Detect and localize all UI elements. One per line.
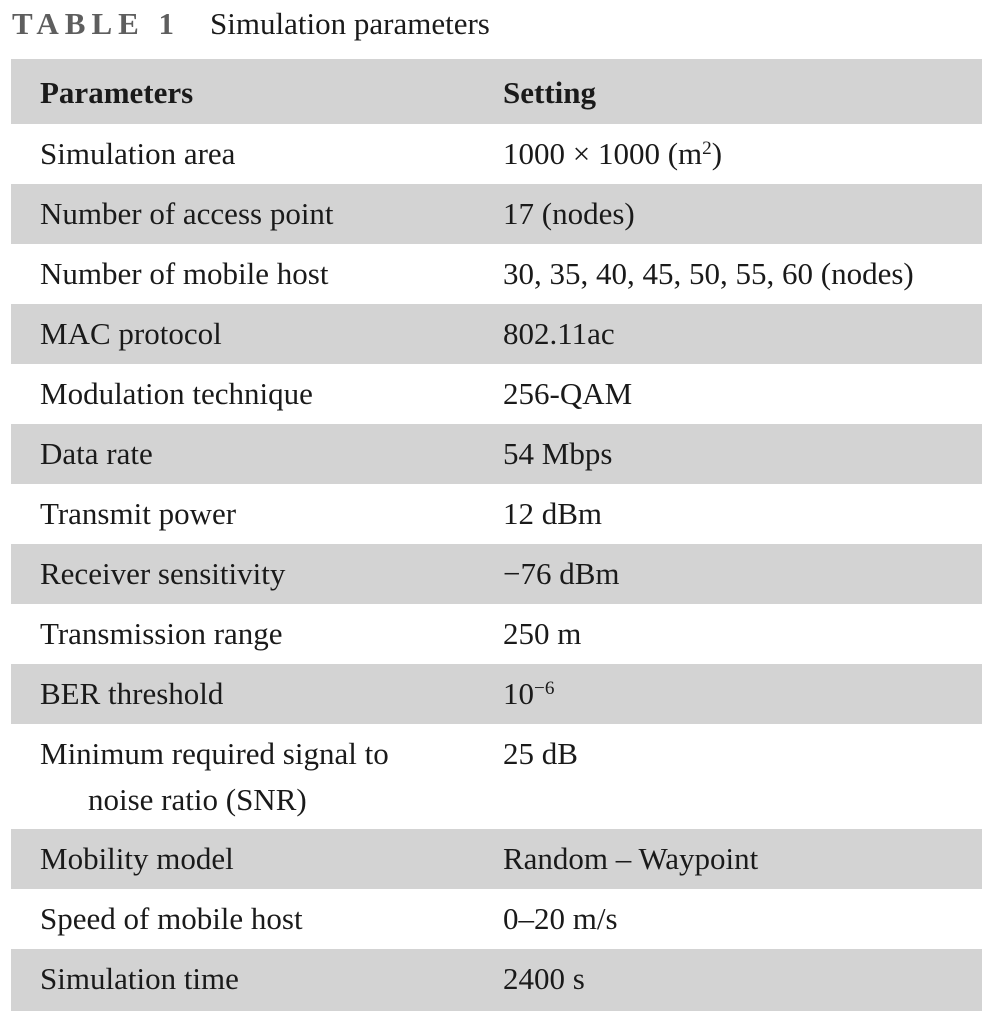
- parameter-cell: Number of access point: [11, 184, 473, 244]
- table-row: [11, 604, 982, 664]
- setting-superscript: −6: [534, 678, 555, 700]
- parameter-cell: Transmission range: [40, 616, 283, 651]
- table-row: [11, 184, 982, 244]
- setting-cell: 250 m: [503, 616, 582, 651]
- parameter-cell: Transmit power: [40, 496, 237, 531]
- table-row: [11, 889, 982, 949]
- setting-cell: 54 Mbps: [473, 424, 982, 484]
- table-row: [11, 424, 982, 484]
- table-row: [11, 304, 982, 364]
- table-row: [11, 664, 982, 724]
- setting-text: 10: [503, 676, 534, 711]
- setting-superscript: 2: [702, 138, 712, 160]
- table-row: [11, 829, 982, 889]
- parameter-cell: Receiver sensitivity: [11, 544, 473, 604]
- setting-text: 1000 × 1000 (m: [503, 136, 703, 171]
- parameter-cell: Number of mobile host: [40, 256, 329, 291]
- table-row: [11, 364, 982, 424]
- setting-text-after: ): [711, 136, 723, 171]
- parameter-cell: [11, 724, 473, 829]
- setting-cell: [473, 664, 982, 724]
- setting-cell: 2400 s: [473, 949, 982, 1009]
- setting-cell: 17 (nodes): [473, 184, 982, 244]
- setting-cell: 802.11ac: [473, 304, 982, 364]
- parameter-cell: BER threshold: [11, 664, 473, 724]
- table-row: [11, 244, 982, 304]
- setting-cell: 30, 35, 40, 45, 50, 55, 60 (nodes): [503, 256, 914, 291]
- setting-cell: 25 dB: [503, 736, 578, 771]
- parameter-text-continued: noise ratio (SNR): [88, 782, 307, 817]
- table-caption: [12, 4, 490, 44]
- table-title: Simulation parameters: [210, 6, 490, 41]
- parameter-cell: MAC protocol: [11, 304, 473, 364]
- parameter-cell: Speed of mobile host: [40, 901, 303, 936]
- table-header-row: [11, 59, 982, 124]
- table-number: TABLE 1: [12, 6, 181, 41]
- header-parameters: Parameters: [11, 59, 473, 124]
- parameter-cell: Modulation technique: [40, 376, 313, 411]
- setting-cell: 12 dBm: [503, 496, 603, 531]
- table-row: [11, 124, 982, 184]
- setting-cell: 0–20 m/s: [503, 901, 618, 936]
- setting-cell: −76 dBm: [473, 544, 982, 604]
- parameter-cell: Data rate: [11, 424, 473, 484]
- simulation-parameters-table: [11, 59, 982, 1011]
- parameter-cell: Simulation area: [40, 136, 236, 171]
- table-row: [11, 544, 982, 604]
- parameter-text: Minimum required signal to: [40, 736, 389, 771]
- parameter-cell: Mobility model: [11, 829, 473, 889]
- setting-cell: [473, 124, 982, 184]
- setting-cell: 256-QAM: [503, 376, 633, 411]
- setting-cell: Random – Waypoint: [473, 829, 982, 889]
- table-row: [11, 724, 982, 829]
- table-row: [11, 484, 982, 544]
- parameter-cell: Simulation time: [11, 949, 473, 1009]
- header-setting: Setting: [473, 59, 982, 124]
- table-row: [11, 949, 982, 1009]
